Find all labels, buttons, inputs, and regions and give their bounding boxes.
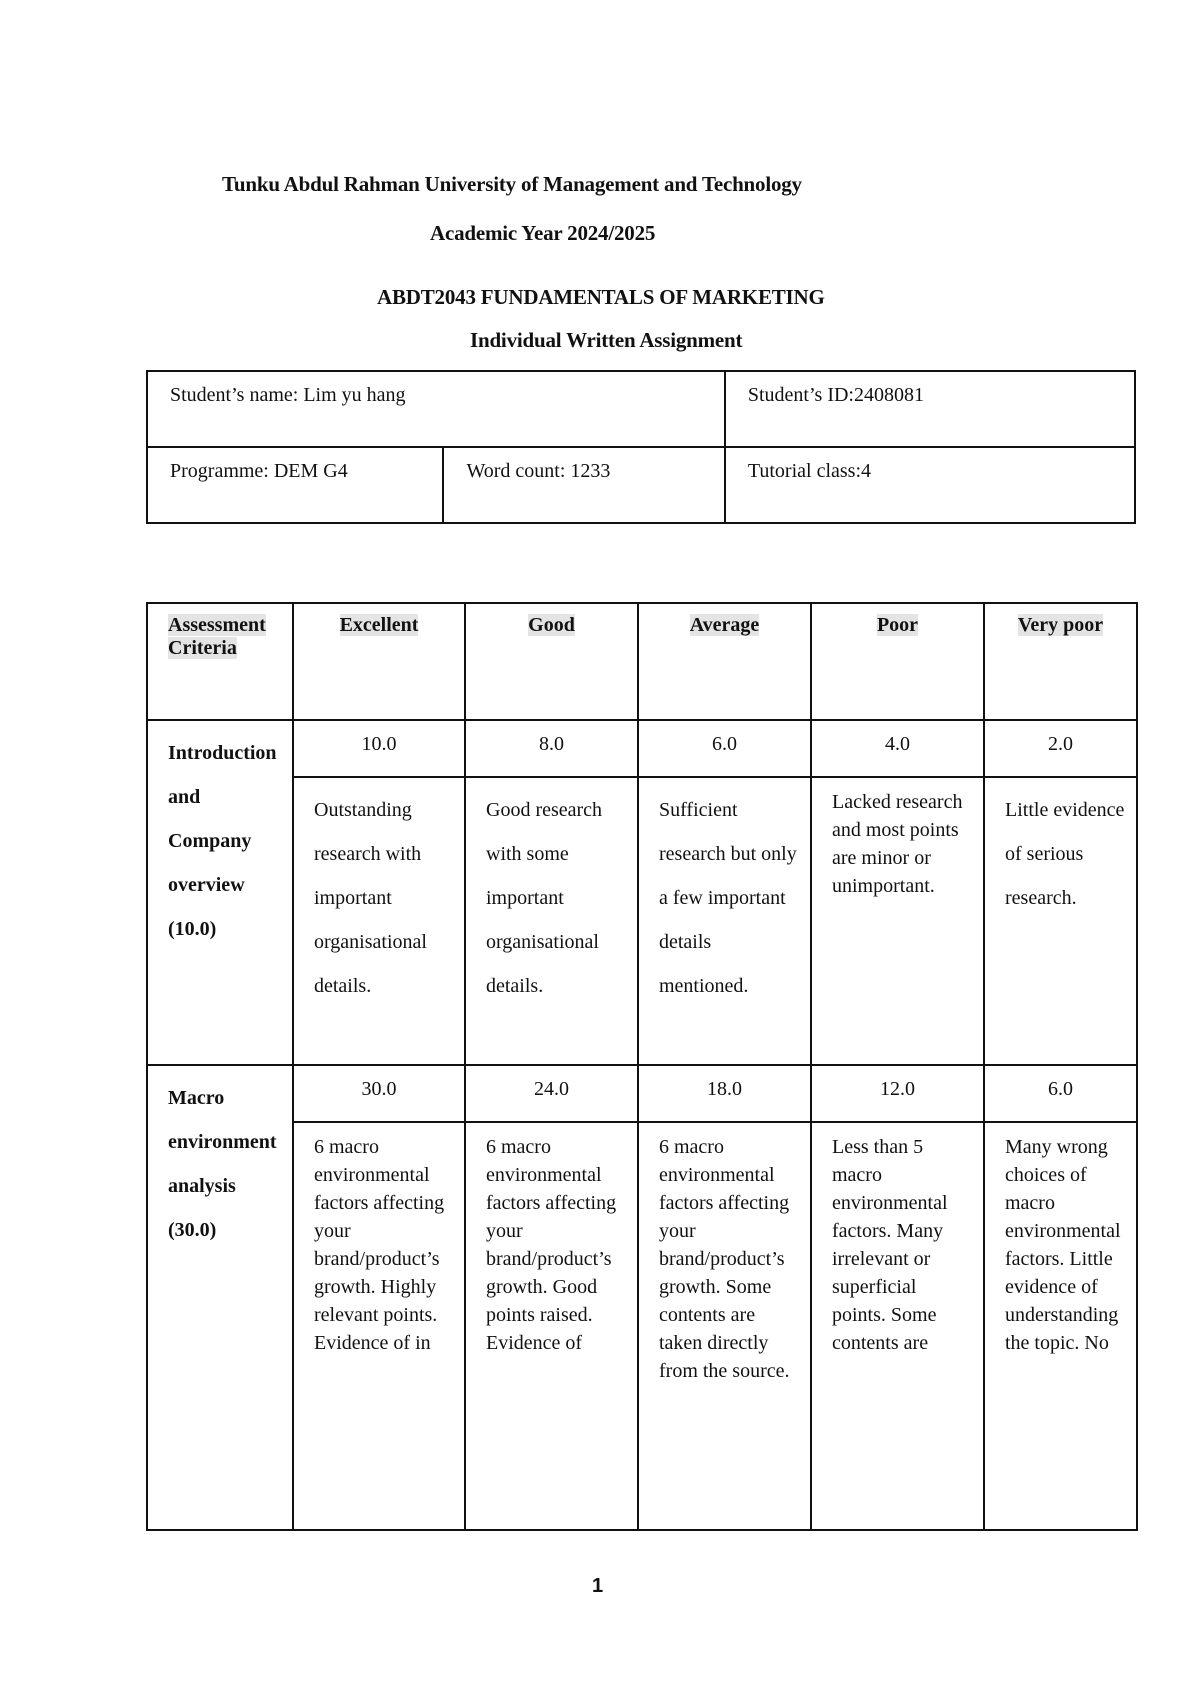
- rubric-header-row: [147, 603, 1137, 720]
- score-cell: 6.0: [638, 720, 811, 777]
- score-cell: 4.0: [811, 720, 984, 777]
- score-cell: 30.0: [293, 1065, 465, 1122]
- assignment-title: Individual Written Assignment: [470, 328, 743, 352]
- score-cell: 8.0: [465, 720, 638, 777]
- student-info-table: [146, 370, 1136, 524]
- criterion-macro: Macro environment analysis (30.0): [147, 1065, 293, 1530]
- score-row-intro: [147, 720, 1137, 777]
- criterion-intro: Introduction and Company overview (10.0): [147, 720, 293, 1065]
- programme: Programme: DEM G4: [147, 447, 443, 523]
- header-assessment-criteria: Assessment Criteria: [147, 603, 293, 720]
- description-cell: 6 macro environmental factors affecting your brand/product’s growth. Highly relevant points. Evidence of in: [293, 1122, 465, 1530]
- academic-year: Academic Year 2024/2025: [430, 221, 656, 245]
- score-cell: 18.0: [638, 1065, 811, 1122]
- course-title: ABDT2043 FUNDAMENTALS OF MARKETING: [377, 285, 825, 309]
- description-cell: Lacked research and most points are minor or unimportant.: [811, 777, 984, 1065]
- university-title: Tunku Abdul Rahman University of Management and Technology: [222, 172, 802, 196]
- description-cell: Little evidence of serious research.: [984, 777, 1137, 1065]
- student-id: Student’s ID:2408081: [725, 371, 1135, 447]
- header-very-poor: Very poor: [984, 603, 1137, 720]
- header-excellent: Excellent: [293, 603, 465, 720]
- description-cell: 6 macro environmental factors affecting your brand/product’s growth. Some contents are taken directly from the source.: [638, 1122, 811, 1530]
- score-cell: 2.0: [984, 720, 1137, 777]
- score-cell: 24.0: [465, 1065, 638, 1122]
- description-cell: Outstanding research with important organisational details.: [293, 777, 465, 1065]
- header-average: Average: [638, 603, 811, 720]
- description-row-macro: [147, 1122, 1137, 1530]
- description-cell: Many wrong choices of macro environmental factors. Little evidence of understanding the topic. No: [984, 1122, 1137, 1530]
- description-cell: Less than 5 macro environmental factors. Many irrelevant or superficial points. Some contents are: [811, 1122, 984, 1530]
- description-cell: 6 macro environmental factors affecting your brand/product’s growth. Good points raised. Evidence of: [465, 1122, 638, 1530]
- score-cell: 6.0: [984, 1065, 1137, 1122]
- score-cell: 10.0: [293, 720, 465, 777]
- word-count: Word count: 1233: [443, 447, 724, 523]
- description-row-intro: [147, 777, 1137, 1065]
- page-number: 1: [592, 1575, 604, 1597]
- rubric-table: [146, 602, 1138, 1531]
- description-cell: Good research with some important organisational details.: [465, 777, 638, 1065]
- header-good: Good: [465, 603, 638, 720]
- header-poor: Poor: [811, 603, 984, 720]
- description-cell: Sufficient research but only a few important details mentioned.: [638, 777, 811, 1065]
- tutorial-class: Tutorial class:4: [725, 447, 1135, 523]
- score-row-macro: [147, 1065, 1137, 1122]
- student-name: Student’s name: Lim yu hang: [147, 371, 725, 447]
- score-cell: 12.0: [811, 1065, 984, 1122]
